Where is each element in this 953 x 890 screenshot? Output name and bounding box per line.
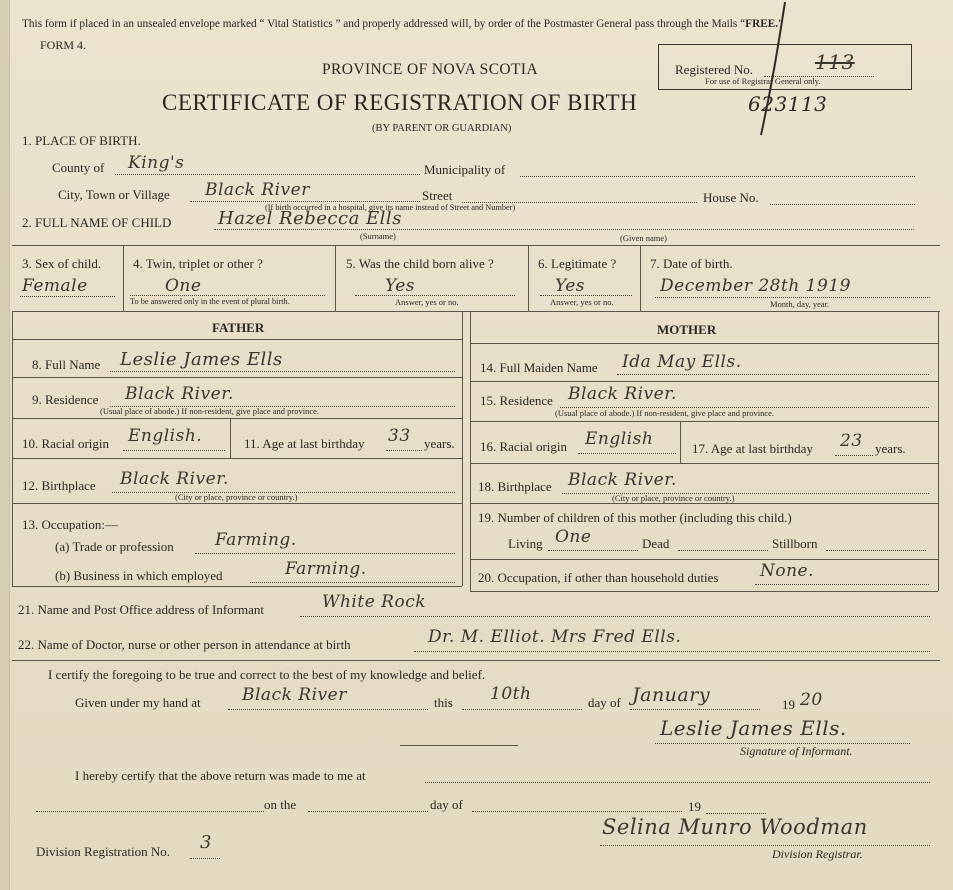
registrar-on-the: on the bbox=[264, 797, 297, 812]
father-row-line-3 bbox=[12, 458, 462, 459]
mother-age-unit: years. bbox=[875, 441, 906, 456]
municipality-dots bbox=[520, 176, 915, 177]
registered-label: Registered No. bbox=[675, 62, 753, 77]
mother-left-border bbox=[470, 311, 471, 591]
division-label: Division Registration No. bbox=[36, 844, 170, 859]
day-dots bbox=[462, 709, 582, 710]
mother-age-label: 17. Age at last birthday bbox=[692, 441, 813, 456]
postal-notice bbox=[22, 18, 783, 30]
father-right-border bbox=[462, 311, 463, 586]
county-label: County of bbox=[52, 160, 105, 175]
postal-notice-text: This form if placed in an unsealed envelope marked “ Vital Statistics ” and properly addressed will, by order of the Postmaster General pass through the Mails “ bbox=[22, 18, 746, 30]
month-value: January bbox=[632, 684, 711, 706]
place-of-birth-label: 1. PLACE OF BIRTH. bbox=[22, 133, 141, 148]
division-value: 3 bbox=[200, 832, 212, 853]
father-row-line-1 bbox=[12, 377, 462, 378]
day-value: 10th bbox=[490, 684, 532, 704]
registrar-caption: Division Registrar. bbox=[772, 847, 863, 861]
informant-value: White Rock bbox=[322, 592, 427, 612]
given-label: Given under my hand at bbox=[75, 695, 201, 710]
father-business-label: (b) Business in which employed bbox=[55, 568, 223, 583]
father-trade-label: (a) Trade or profession bbox=[55, 539, 174, 554]
father-age-dots bbox=[386, 450, 422, 451]
father-trade-dots bbox=[195, 553, 455, 554]
registrar-place-dots bbox=[425, 782, 930, 783]
doctor-dots bbox=[414, 651, 930, 652]
house-label: House No. bbox=[703, 190, 759, 205]
mother-age-value: 23 bbox=[840, 431, 863, 451]
registrar-line-dots bbox=[36, 811, 264, 812]
boxes-divider-1 bbox=[123, 245, 124, 311]
short-rule bbox=[400, 745, 518, 746]
mother-racial-dots bbox=[578, 453, 676, 454]
boxes-top-line bbox=[12, 245, 940, 246]
mother-racial-value: English bbox=[585, 429, 654, 449]
mother-age-dots bbox=[835, 455, 873, 456]
alive-label: 5. Was the child born alive ? bbox=[346, 256, 494, 271]
date-dots bbox=[655, 297, 930, 298]
mother-occupation-dots bbox=[755, 584, 929, 585]
mother-name-dots bbox=[617, 374, 929, 375]
page-title: CERTIFICATE OF REGISTRATION OF BIRTH bbox=[162, 90, 638, 115]
mother-stillborn-dots bbox=[826, 550, 926, 551]
doctor-label: 22. Name of Doctor, nurse or other person in attendance at birth bbox=[18, 637, 351, 652]
registrar-note: For use of Registrar General only. bbox=[705, 76, 821, 86]
mother-residence-value: Black River. bbox=[568, 384, 677, 404]
date-label: 7. Date of birth. bbox=[650, 256, 733, 271]
father-occupation-label: 13. Occupation:— bbox=[22, 517, 119, 532]
registrar-day-of: day of bbox=[430, 797, 463, 812]
father-racial-dots bbox=[123, 450, 225, 451]
registrar-year-prefix: 19 bbox=[688, 799, 701, 814]
informant-signature: Leslie James Ells. bbox=[660, 716, 847, 740]
father-birthplace-label: 12. Birthplace bbox=[22, 478, 96, 493]
twin-note: To be answered only in the event of plural birth. bbox=[130, 297, 290, 306]
given-value: Black River bbox=[242, 685, 347, 705]
mother-residence-note: (Usual place of abode.) If non-resident, give place and province. bbox=[555, 408, 775, 418]
house-dots bbox=[770, 204, 915, 205]
boxes-divider-4 bbox=[640, 245, 641, 311]
mother-living-label: Living bbox=[508, 536, 543, 551]
father-birthplace-value: Black River. bbox=[120, 469, 229, 489]
informant-label: 21. Name and Post Office address of Informant bbox=[18, 602, 264, 617]
father-bottom-border bbox=[12, 586, 462, 587]
county-value: King's bbox=[128, 153, 185, 173]
mother-stillborn-label: Stillborn bbox=[772, 536, 818, 551]
child-name-value: Hazel Rebecca Ells bbox=[218, 208, 402, 229]
left-margin-strip bbox=[0, 0, 10, 890]
date-value: December 28th 1919 bbox=[660, 276, 851, 296]
year-prefix: 19 bbox=[782, 697, 795, 712]
legit-value: Yes bbox=[555, 276, 586, 296]
father-row-line-4 bbox=[12, 503, 462, 504]
father-residence-label: 9. Residence bbox=[32, 392, 99, 407]
mother-occupation-value: None. bbox=[760, 561, 815, 581]
page-subtitle: (BY PARENT OR GUARDIAN) bbox=[372, 123, 512, 134]
father-business-dots bbox=[250, 582, 455, 583]
father-racial-divider bbox=[230, 418, 231, 458]
child-name-dots bbox=[214, 229, 914, 230]
mother-children-label: 19. Number of children of this mother (including this child.) bbox=[478, 510, 792, 525]
given-dots bbox=[228, 709, 428, 710]
pen-stroke-mark bbox=[755, 0, 795, 140]
father-name-label: 8. Full Name bbox=[32, 357, 101, 372]
date-note: Month, day, year. bbox=[770, 299, 830, 309]
alive-value: Yes bbox=[385, 276, 416, 296]
month-dots bbox=[630, 709, 760, 710]
legit-note: Answer, yes or no. bbox=[550, 297, 614, 307]
form-number: FORM 4. bbox=[40, 38, 87, 52]
twin-value: One bbox=[165, 276, 202, 296]
father-row-line-2 bbox=[12, 418, 462, 419]
father-birthplace-note: (City or place, province or country.) bbox=[175, 492, 298, 502]
registrar-day-dots bbox=[472, 811, 682, 812]
mother-heading: MOTHER bbox=[657, 322, 717, 337]
alive-note: Answer, yes or no. bbox=[395, 297, 459, 307]
father-age-label: 11. Age at last birthday bbox=[244, 436, 365, 451]
sex-dots bbox=[20, 296, 115, 297]
postal-notice-free: FREE. bbox=[745, 18, 779, 30]
surname-caption: (Surname) bbox=[360, 231, 396, 241]
legit-label: 6. Legitimate ? bbox=[538, 256, 617, 271]
boxes-divider-3 bbox=[528, 245, 529, 311]
sex-value: Female bbox=[22, 276, 88, 296]
registrar-on-dots bbox=[308, 811, 428, 812]
mother-living-value: One bbox=[555, 527, 592, 547]
division-dots bbox=[190, 858, 220, 859]
boxes-divider-2 bbox=[335, 245, 336, 311]
certify-top-line bbox=[12, 660, 940, 661]
mother-name-value: Ida May Ells. bbox=[622, 352, 742, 372]
certify-text: I certify the foregoing to be true and correct to the best of my knowledge and belief. bbox=[48, 667, 486, 682]
mother-living-dots bbox=[548, 550, 638, 551]
city-value: Black River bbox=[205, 180, 310, 200]
father-age-unit: years. bbox=[424, 436, 455, 451]
mother-heading-line bbox=[470, 343, 938, 344]
given-caption: (Given name) bbox=[620, 233, 667, 243]
mother-row-line-3 bbox=[470, 463, 938, 464]
father-heading: FATHER bbox=[212, 320, 265, 335]
mother-dead-dots bbox=[678, 550, 768, 551]
father-residence-note: (Usual place of abode.) If non-resident, give place and province. bbox=[100, 406, 320, 416]
sex-label: 3. Sex of child. bbox=[22, 256, 102, 271]
year-value: 20 bbox=[800, 690, 823, 710]
legit-dots bbox=[540, 295, 632, 296]
mother-right-border bbox=[938, 311, 939, 591]
mother-name-label: 14. Full Maiden Name bbox=[480, 360, 598, 375]
registrar-text: I hereby certify that the above return was made to me at bbox=[75, 768, 366, 783]
province-heading: PROVINCE OF NOVA SCOTIA bbox=[322, 61, 539, 78]
father-name-dots bbox=[110, 371, 455, 372]
father-business-value: Farming. bbox=[285, 559, 367, 579]
twin-label: 4. Twin, triplet or other ? bbox=[133, 256, 263, 271]
mother-occupation-label: 20. Occupation, if other than household duties bbox=[478, 570, 719, 585]
mother-row-line-4 bbox=[470, 503, 938, 504]
mother-row-line-1 bbox=[470, 381, 938, 382]
certificate-number-handwritten: 623113 bbox=[748, 92, 828, 116]
registrar-signature: Selina Munro Woodman bbox=[602, 815, 868, 839]
this-label: this bbox=[434, 695, 453, 710]
mother-racial-label: 16. Racial origin bbox=[480, 439, 568, 454]
father-trade-value: Farming. bbox=[215, 530, 297, 550]
father-racial-label: 10. Racial origin bbox=[22, 436, 110, 451]
municipality-label: Municipality of bbox=[424, 162, 506, 177]
informant-dots bbox=[300, 616, 930, 617]
signature-caption: Signature of Informant. bbox=[740, 744, 853, 758]
father-residence-value: Black River. bbox=[125, 384, 234, 404]
alive-dots bbox=[355, 295, 515, 296]
father-racial-value: English. bbox=[128, 426, 203, 446]
day-of-label: day of bbox=[588, 695, 621, 710]
mother-birthplace-value: Black River. bbox=[568, 470, 677, 490]
father-name-value: Leslie James Ells bbox=[120, 349, 283, 370]
mother-row-line-2 bbox=[470, 421, 938, 422]
mother-residence-label: 15. Residence bbox=[480, 393, 553, 408]
mother-birthplace-label: 18. Birthplace bbox=[478, 479, 552, 494]
city-label: City, Town or Village bbox=[58, 187, 170, 202]
boxes-bottom-line bbox=[12, 311, 940, 312]
registrar-signature-dots bbox=[600, 845, 930, 846]
doctor-value: Dr. M. Elliot. Mrs Fred Ells. bbox=[428, 627, 682, 647]
street-label: Street bbox=[422, 188, 453, 203]
twin-dots bbox=[130, 295, 325, 296]
registrar-year-dots bbox=[706, 813, 766, 814]
mother-bottom-border bbox=[470, 591, 938, 592]
father-age-value: 33 bbox=[388, 426, 411, 446]
city-dots bbox=[190, 201, 420, 202]
postal-notice-end: ” bbox=[778, 18, 784, 30]
mother-racial-divider bbox=[680, 421, 681, 463]
child-name-label: 2. FULL NAME OF CHILD bbox=[22, 215, 172, 230]
street-note: (If birth occurred in a hospital, give its name instead of Street and Number) bbox=[265, 203, 516, 212]
father-left-border bbox=[12, 311, 13, 586]
mother-birthplace-note: (City or place, province or country.) bbox=[612, 493, 735, 503]
registered-value: 113 bbox=[815, 50, 855, 74]
mother-row-line-5 bbox=[470, 559, 938, 560]
father-heading-line bbox=[12, 339, 462, 340]
mother-dead-label: Dead bbox=[642, 536, 670, 551]
county-dots bbox=[115, 174, 420, 175]
